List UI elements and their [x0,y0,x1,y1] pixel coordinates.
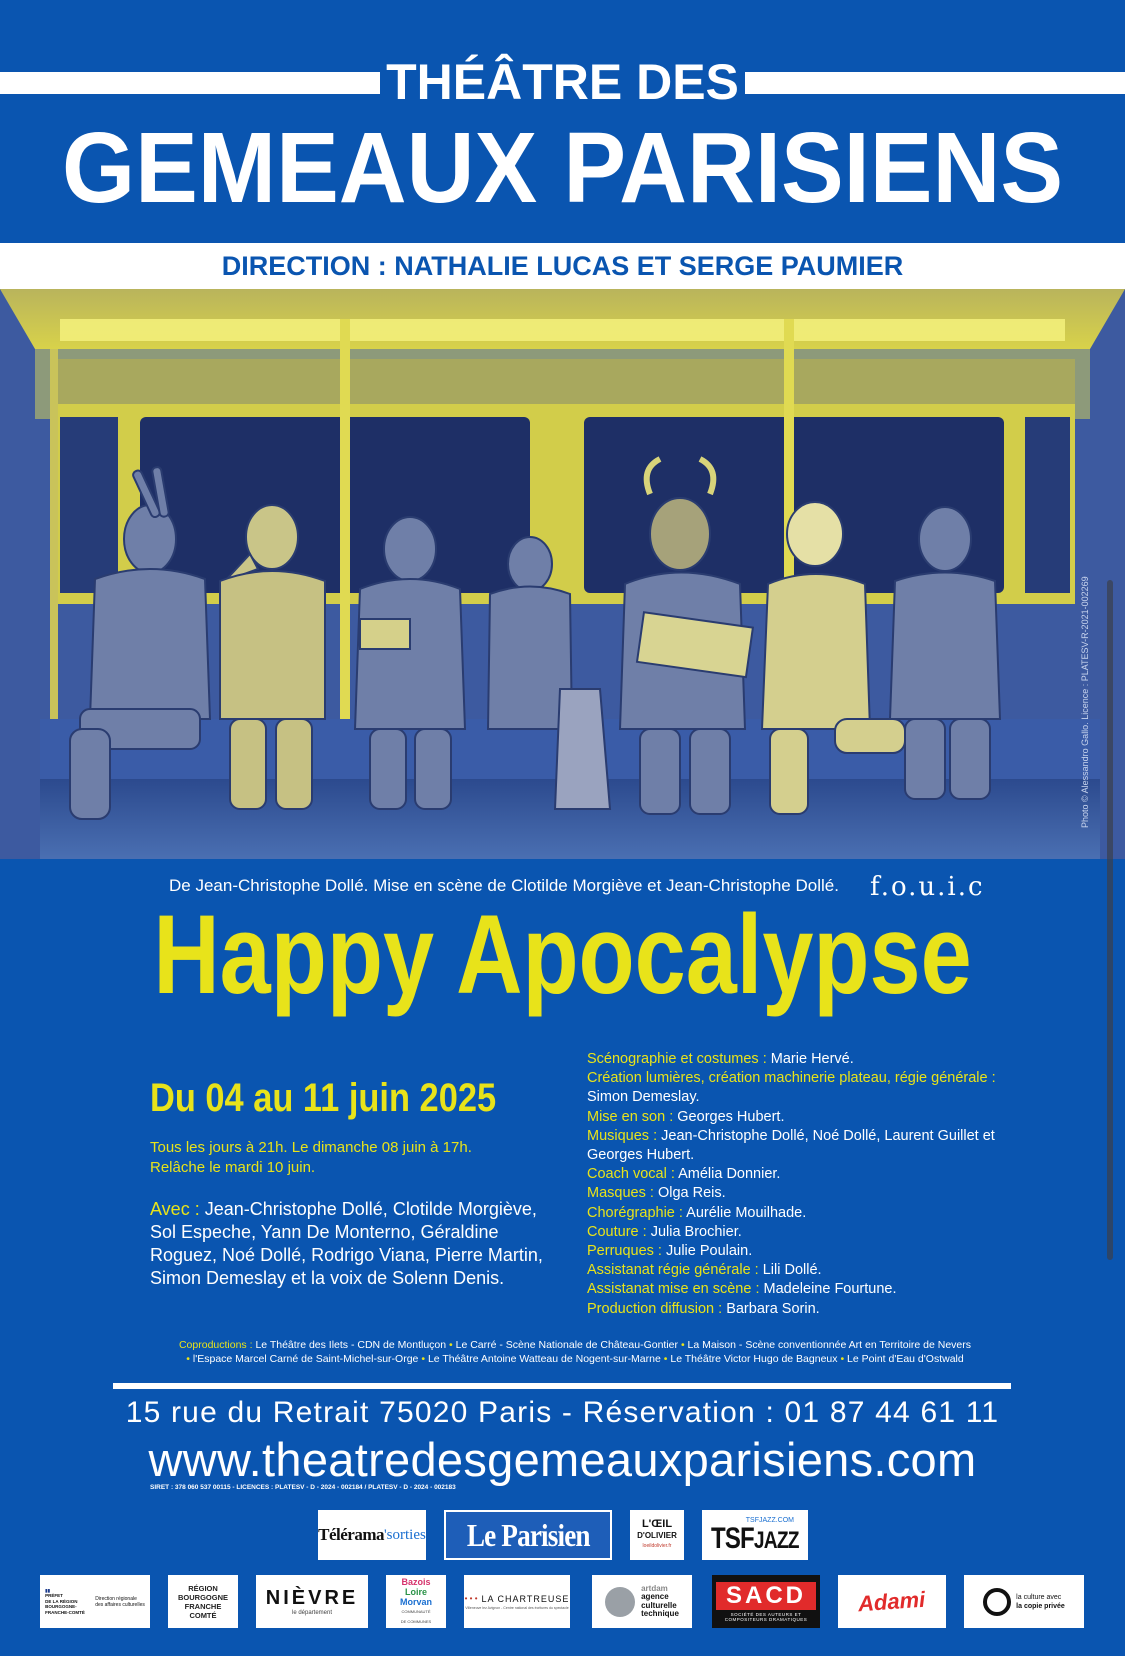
crew-role: Chorégraphie : [587,1204,683,1221]
bazois-line2: Loire [404,1586,427,1597]
nievre-sub: le département [291,1610,333,1616]
crew-item [587,1184,1007,1203]
copie-line1: la culture avec [1016,1593,1062,1601]
coproduction-item: Le Point d'Eau d'Ostwald [847,1353,964,1365]
crew-role: Couture : [587,1223,647,1240]
subway-animal-masks-image [0,289,1125,859]
crew-item [587,1223,1007,1242]
crew-names: Jean-Christophe Dollé, Noé Dollé, Laurent Guillet et Georges Hubert. [587,1127,995,1164]
artdam-logo [592,1575,692,1628]
crew-names: Georges Hubert. [677,1108,785,1125]
photo-credit [1080,808,1090,828]
prefet-right1: Direction régionale [95,1595,137,1602]
crew-role: Assistanat régie générale : [587,1262,759,1279]
direction-text: DIRECTION : NATHALIE LUCAS ET SERGE PAUMIER [221,251,904,281]
crew-list [587,1050,1007,1319]
prefet-region-logo: ▮▮ PRÉFET DE LA RÉGION BOURGOGNE- FRANCHE-COMTÉ Direction régionale des affaires culturelles [40,1575,150,1628]
prefet-right2: des affaires culturelles [95,1601,145,1608]
sacd-main: SACD [716,1582,816,1610]
crew-role: Mise en son : [587,1108,674,1125]
prefet-line1: PRÉFET [45,1593,63,1599]
crew-role: Assistanat mise en scène : [587,1281,760,1298]
company-logo-text: f.o.u.i.c [870,872,985,902]
coproduction-item: Le Théâtre des Ilets - CDN de Montluçon [255,1339,447,1351]
prefet-line4: FRANCHE-COMTÉ [45,1609,85,1615]
website-url[interactable]: www.theatredesgemeauxparisiens.com [148,1433,977,1486]
cast-list [150,1198,550,1290]
crew-role: Création lumières, création machinerie plateau, régie générale : [587,1070,996,1087]
crew-role: Coach vocal : [587,1166,675,1183]
bazois-line3: Morvan [399,1596,432,1607]
telerama-suffix: 'sorties [383,1526,426,1543]
artdam-line2: agence [641,1592,669,1601]
address-phone: 15 rue du Retrait 75020 Paris - Réservation : 01 87 44 61 11 [125,1396,1000,1429]
tsf-main1: TSF [711,1521,755,1555]
crew-role: Masques : [587,1185,654,1202]
coproduction-item: Le Carré - Scène Nationale de Château-Gontier [455,1339,679,1351]
crew-names: Olga Reis. [657,1185,726,1202]
show-schedule [150,1138,472,1178]
crew-item [587,1050,1007,1069]
sacd-sub2: COMPOSITEURS DRAMATIQUES [724,1616,808,1622]
direction-banner [0,243,1125,289]
show-dates: Du 04 au 11 juin 2025 [150,1076,497,1120]
coproductions-label: Coproductions : [178,1339,253,1351]
sacd-logo [712,1575,820,1628]
coproduction-item: Le Théâtre Victor Hugo de Bagneux [670,1353,838,1365]
coproduction-item: Le Théâtre Antoine Watteau de Nogent-sur-Marne [427,1353,661,1365]
crew-item [587,1069,1007,1107]
crew-item [587,1108,1007,1127]
sacd-sub1: SOCIÉTÉ DES AUTEURS ET [730,1611,802,1617]
le-parisien-text: Le Parisien [466,1516,590,1553]
region-line2: BOURGOGNE [177,1592,228,1602]
adami-logo [838,1575,946,1628]
prefet-line3: BOURGOGNE- [45,1604,77,1610]
bazois-line4: COMMUNAUTÉ [401,1608,431,1614]
subway-scene-illustration [0,289,1125,859]
crew-names: Aurélie Mouilhade. [686,1204,807,1221]
tsf-top: TSFJAZZ.COM [745,1516,794,1524]
tsf-main [711,1521,799,1555]
tsf-main2: JAZZ [754,1526,799,1554]
telerama-main: Télérama [318,1525,384,1544]
scrollbar[interactable] [1107,580,1113,1260]
theatre-name-line1: THÉÂTRE DES [386,54,739,110]
oeil-line3: loeildolivier.fr [642,1542,672,1549]
copie-privee-icon [983,1588,1011,1616]
crew-names: Barbara Sorin. [726,1300,820,1317]
region-line1: RÉGION [188,1583,218,1593]
crew-item [587,1242,1007,1261]
show-credits: De Jean-Christophe Dollé. Mise en scène de Clotilde Morgiève et Jean-Christophe Dollé. [169,876,839,895]
schedule-line-1: Tous les jours à 21h. Le dimanche 08 juin à 17h. [150,1139,472,1156]
oeil-olivier-logo [630,1510,684,1560]
bazois-loire-morvan-logo [386,1575,446,1628]
theatre-name-line2: GEMEAUX PARISIENS [61,112,1064,224]
region-line3: FRANCHE [184,1601,222,1611]
crew-names: Amélia Donnier. [678,1166,781,1183]
copie-line2: la copie privée [1016,1602,1065,1610]
crew-names: Lili Dollé. [762,1262,822,1279]
divider [113,1383,1011,1389]
crew-item [587,1280,1007,1299]
crew-item [587,1300,1007,1319]
siret-licences: SIRET : 378 060 537 00115 - LICENCES : PLATESV - D - 2024 - 002184 / PLATESV - D - 2024 - 002183 [150,1484,456,1491]
chartreuse-main: LA CHARTREUSE [481,1593,570,1604]
nievre-main: NIÈVRE [265,1587,359,1609]
oeil-line1: L'ŒIL [641,1517,673,1530]
crew-role: Scénographie et costumes : [587,1051,767,1067]
tsf-jazz-logo [702,1510,808,1560]
cast-names: Jean-Christophe Dollé, Clotilde Morgiève, Sol Espeche, Yann De Monterno, Géraldine Roguez, Noé Dollé, Rodrigo Viana, Pierre Martin, Simon Demeslay et la voix de Solenn Denis. [150,1199,543,1288]
schedule-line-2: Relâche le mardi 10 juin. [150,1159,316,1176]
adami-text: Adami [857,1586,927,1616]
bazois-line1: Bazois [401,1576,431,1587]
cast-label: Avec : [150,1199,200,1219]
region-bfc-logo [168,1575,238,1628]
coproductions: Coproductions : Le Théâtre des Ilets - CDN de Montluçon • Le Carré - Scène Nationale de Château-Gontier • La Maison - Scène conventionnée Art en Territoire de Nevers • l'Espace Marcel Carné de Saint-Michel-sur-Orge • Le Théâtre Antoine Watteau de Nogent-sur-Marne • Le Théâtre Victor Hugo de Bagneux • Le Point d'Eau d'Ostwald [178,1339,972,1365]
telerama-logo [318,1510,426,1560]
crew-item [587,1261,1007,1280]
artdam-circle-icon [605,1587,635,1617]
crew-item [587,1165,1007,1184]
crew-item [587,1127,1007,1165]
crew-names: Simon Demeslay. [587,1089,700,1106]
prefet-line2: DE LA RÉGION [45,1598,78,1604]
crew-names: Julie Poulain. [666,1243,753,1260]
crew-item [587,1204,1007,1223]
coproduction-item: l'Espace Marcel Carné de Saint-Michel-sur-Orge [192,1353,419,1365]
artdam-line3: culturelle [641,1600,677,1610]
crew-names: Julia Brochier. [650,1223,742,1240]
copie-privee-logo [964,1575,1084,1628]
artdam-line4: technique [641,1609,679,1618]
region-line4: COMTÉ [189,1610,217,1620]
nievre-logo [256,1575,368,1628]
bazois-line5: DE COMMUNES [400,1618,432,1624]
le-parisien-logo [444,1510,612,1560]
crew-names: Marie Hervé. [770,1051,854,1067]
crew-role: Perruques : [587,1243,662,1260]
artdam-line1: artdam [641,1583,668,1593]
crew-role: Musiques : [587,1127,658,1144]
crew-names: Madeleine Fourtune. [763,1281,897,1298]
oeil-line2: D'OLIVIER [637,1530,677,1540]
crew-role: Production diffusion : [587,1300,723,1317]
la-chartreuse-logo: • • • LA CHARTREUSE Villeneuve lez Avignon - Centre national des écritures du spectacle [464,1575,570,1628]
coproduction-item: La Maison - Scène conventionnée Art en Territoire de Nevers [687,1339,972,1351]
chartreuse-sub: Villeneuve lez Avignon - Centre national des écritures du spectacle [465,1605,569,1610]
show-title: Happy Apocalypse [153,892,972,1017]
